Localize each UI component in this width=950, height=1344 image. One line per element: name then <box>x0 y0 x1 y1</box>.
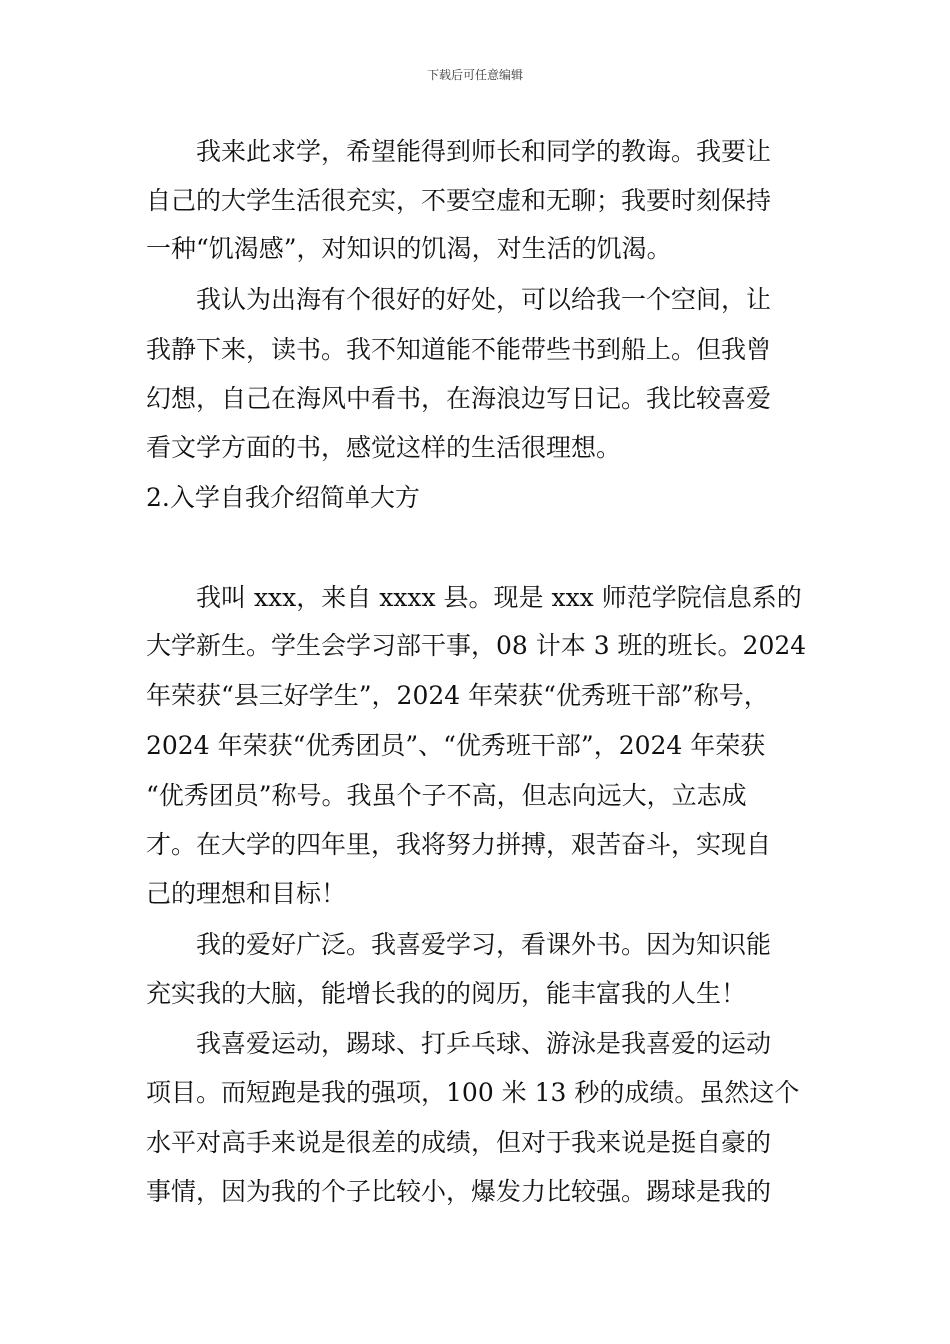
section-heading: 2.入学自我介绍简单大方 <box>146 483 420 512</box>
paragraph-line: 我喜爱运动，踢球、打乒乓球、游泳是我喜爱的运动 <box>196 1029 772 1058</box>
paragraph-line: 我叫 xxx，来自 xxxx 县。现是 xxx 师范学院信息系的 <box>196 583 802 612</box>
paragraph-line: 项目。而短跑是我的强项，100 米 13 秒的成绩。虽然这个 <box>146 1078 800 1107</box>
paragraph-line: 事情，因为我的个子比较小，爆发力比较强。踢球是我的 <box>146 1177 772 1206</box>
paragraph-line: 年荣获“县三好学生”，2024 年荣获“优秀班干部”称号， <box>146 681 769 710</box>
paragraph-line: 充实我的大脑，能增长我的的阅历，能丰富我的人生！ <box>146 979 747 1008</box>
paragraph-line: 大学新生。学生会学习部干事，08 计本 3 班的班长。2024 <box>146 631 807 660</box>
paragraph-line: 一种“饥渴感”，对知识的饥渴，对生活的饥渴。 <box>146 234 672 263</box>
paragraph-line: 自己的大学生活很充实，不要空虚和无聊；我要时刻保持 <box>146 186 772 215</box>
paragraph-line: 幻想，自己在海风中看书，在海浪边写日记。我比较喜爱 <box>146 384 772 413</box>
paragraph-line: 我来此求学，希望能得到师长和同学的教诲。我要让 <box>196 137 772 166</box>
paragraph-line: 看文学方面的书，感觉这样的生活很理想。 <box>146 433 622 462</box>
paragraph-line: 水平对高手来说是很差的成绩，但对于我来说是挺自豪的 <box>146 1128 772 1157</box>
paragraph-line: “优秀团员”称号。我虽个子不高，但志向远大，立志成 <box>146 781 747 810</box>
paragraph-line: 我认为出海有个很好的好处，可以给我一个空间，让 <box>196 285 772 314</box>
paragraph-line: 才。在大学的四年里，我将努力拼搏，艰苦奋斗，实现自 <box>146 830 772 859</box>
paragraph-line: 我的爱好广泛。我喜爱学习，看课外书。因为知识能 <box>196 930 772 959</box>
paragraph-line: 我静下来，读书。我不知道能不能带些书到船上。但我曾 <box>146 335 772 364</box>
page-header: 下载后可任意编辑 <box>426 68 523 82</box>
paragraph-line: 2024 年荣获“优秀团员”、“优秀班干部”，2024 年荣获 <box>146 731 766 760</box>
paragraph-line: 己的理想和目标！ <box>146 879 347 908</box>
